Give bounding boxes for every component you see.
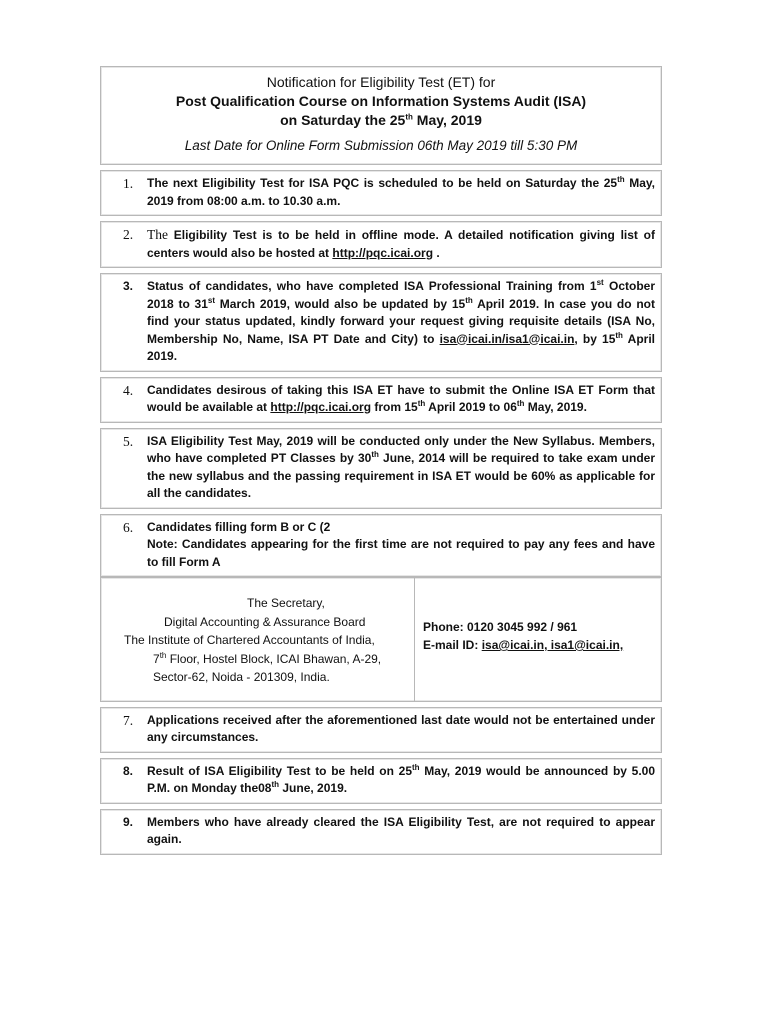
header-line-1: Notification for Eligibility Test (ET) for [266, 74, 496, 90]
header-exam-date: on Saturday the 25th May, 2019 [280, 112, 482, 128]
list-item: 9. Members who have already cleared the ISA Eligibility Test, are not required to appear again. [100, 809, 662, 855]
list-item: 3. Status of candidates, who have completed ISA Professional Training from 1st October 2018 to 31st March 2019, would also be updated by 15th April 2019. In case you do not find your status updated, kindly forward your request giving requisite details (ISA No, Membership No, Name, ISA PT Date and City) to isa@icai.in/isa1@icai.in, by 15th April 2019. [100, 273, 662, 372]
contact-email-link[interactable]: isa@icai.in, isa1@icai.in, [481, 638, 624, 652]
list-item: 1. The next Eligibility Test for ISA PQC is scheduled to be held on Saturday the 25th May, 2019 from 08:00 a.m. to 10.30 a.m. [100, 170, 662, 216]
list-item: 4. Candidates desirous of taking this ISA ET have to submit the Online ISA ET Form that would be available at http://pqc.icai.org from 15th April 2019 to 06th May, 2019. [100, 377, 662, 423]
pqc-portal-link[interactable]: http://pqc.icai.org [332, 245, 434, 260]
secretary-address: The Secretary, Digital Accounting & Assurance Board The Institute of Chartered Accountants of India, 7th Floor, Hostel Block, ICAI Bhawan, A-29, Sector-62, Noida - 201309, India. [101, 578, 415, 701]
list-item: 5. ISA Eligibility Test May, 2019 will be conducted only under the New Syllabus. Members, who have completed PT Classes by 30th June, 2014 will be required to take exam under the new syllabus and the passing requirement in ISA ET would be 60% as applicable for all the candidates. [100, 428, 662, 509]
fee-note: Note: Candidates appearing for the first time are not required to pay any fees and have to fill Form A [147, 537, 655, 569]
header-course-title: Post Qualification Course on Information Systems Audit (ISA) [175, 93, 587, 109]
contact-details: Phone: 0120 3045 992 / 961 E-mail ID: isa@icai.in, isa1@icai.in, [415, 578, 661, 701]
notification-document [100, 66, 662, 860]
contact-box [100, 577, 662, 702]
notification-header [100, 66, 662, 165]
header-last-date: Last Date for Online Form Submission 06th May 2019 till 5:30 PM [184, 138, 578, 153]
list-item: 2. The Eligibility Test is to be held in offline mode. A detailed notification giving list of centers would also be hosted at http://pqc.icai.org . [100, 221, 662, 268]
pqc-portal-link[interactable]: http://pqc.icai.org [270, 400, 372, 414]
list-item: 6. Candidates filling form B or C (2 Note: Candidates appearing for the first time are not required to pay any fees and have to fill Form A [100, 514, 662, 578]
list-item: 7. Applications received after the aforementioned last date would not be entertained under any circumstances. [100, 707, 662, 753]
list-item: 8. Result of ISA Eligibility Test to be held on 25th May, 2019 would be announced by 5.00 P.M. on Monday the08th June, 2019. [100, 758, 662, 804]
phone-number: Phone: 0120 3045 992 / 961 [423, 620, 578, 634]
isa-email-link[interactable]: isa@icai.in/isa1@icai.in [439, 331, 575, 346]
